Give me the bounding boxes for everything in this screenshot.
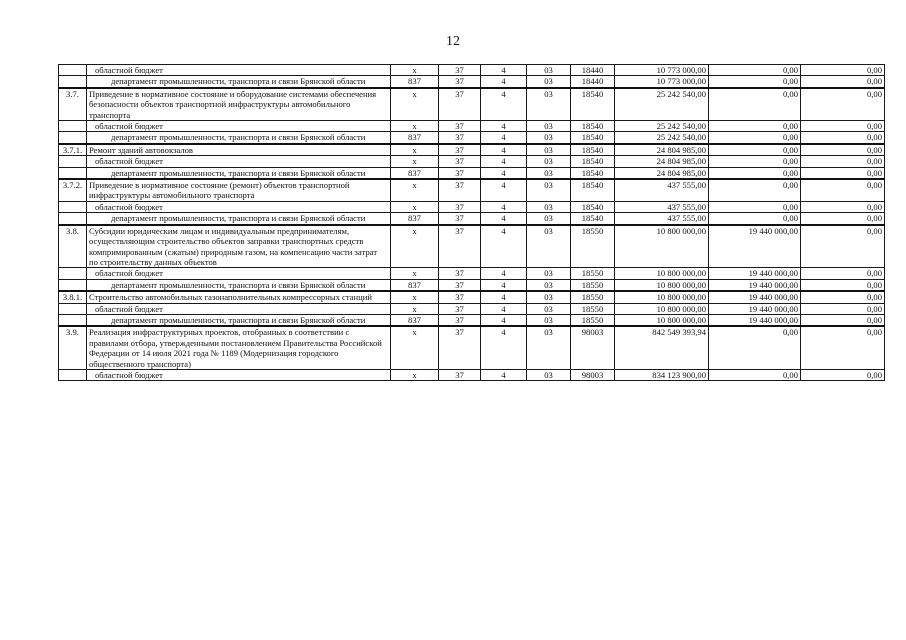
direction-code-cell: 18440 (571, 65, 615, 76)
amount-year1-cell: 10 800 000,00 (615, 268, 709, 279)
amount-year3-cell: 0,00 (801, 132, 885, 144)
subprogram-code-cell: 4 (481, 76, 527, 88)
program-code-cell: 37 (439, 179, 481, 201)
subprogram-code-cell: 4 (481, 279, 527, 291)
admin-code-cell: х (391, 225, 439, 268)
amount-year1-cell: 24 804 985,00 (615, 167, 709, 179)
row-name-cell: Ремонт зданий автовокзалов (87, 144, 391, 156)
table-row (59, 88, 885, 121)
row-name-cell: областной бюджет (87, 369, 391, 380)
amount-year3-cell: 0,00 (801, 156, 885, 167)
budget-table-body (59, 65, 885, 381)
subprogram-code-cell: 4 (481, 303, 527, 314)
amount-year1-cell: 24 804 985,00 (615, 156, 709, 167)
amount-year3-cell: 0,00 (801, 201, 885, 212)
row-name-cell: Приведение в нормативное состояние и оборудование системами обеспечения безопасности объектов транспортной инфраструктуры автомобильного транспорта (87, 88, 391, 121)
program-code-cell: 37 (439, 65, 481, 76)
row-number-cell (59, 201, 87, 212)
row-number-cell (59, 156, 87, 167)
row-number-cell: 3.9. (59, 326, 87, 369)
amount-year2-cell: 0,00 (709, 121, 801, 132)
direction-code-cell: 18540 (571, 167, 615, 179)
amount-year1-cell: 10 773 000,00 (615, 76, 709, 88)
table-row (59, 303, 885, 314)
subprogram-code-cell: 4 (481, 225, 527, 268)
event-code-cell: 03 (527, 179, 571, 201)
admin-code-cell: х (391, 156, 439, 167)
table-row (59, 167, 885, 179)
amount-year2-cell: 0,00 (709, 65, 801, 76)
budget-table (58, 64, 885, 381)
amount-year1-cell: 10 773 000,00 (615, 65, 709, 76)
amount-year3-cell: 0,00 (801, 167, 885, 179)
subprogram-code-cell: 4 (481, 144, 527, 156)
row-name-cell: департамент промышленности, транспорта и связи Брянской области (87, 213, 391, 225)
admin-code-cell: х (391, 326, 439, 369)
event-code-cell: 03 (527, 65, 571, 76)
admin-code-cell: 837 (391, 213, 439, 225)
row-number-cell: 3.7.2. (59, 179, 87, 201)
program-code-cell: 37 (439, 303, 481, 314)
direction-code-cell: 18540 (571, 121, 615, 132)
event-code-cell: 03 (527, 225, 571, 268)
program-code-cell: 37 (439, 268, 481, 279)
subprogram-code-cell: 4 (481, 268, 527, 279)
admin-code-cell: 837 (391, 279, 439, 291)
direction-code-cell: 18540 (571, 201, 615, 212)
direction-code-cell: 18550 (571, 268, 615, 279)
table-row (59, 121, 885, 132)
amount-year2-cell: 0,00 (709, 76, 801, 88)
subprogram-code-cell: 4 (481, 167, 527, 179)
subprogram-code-cell: 4 (481, 179, 527, 201)
amount-year1-cell: 437 555,00 (615, 201, 709, 212)
event-code-cell: 03 (527, 291, 571, 303)
event-code-cell: 03 (527, 156, 571, 167)
event-code-cell: 03 (527, 279, 571, 291)
page-number: 12 (446, 34, 460, 49)
row-number-cell (59, 121, 87, 132)
row-name-cell: областной бюджет (87, 156, 391, 167)
row-name-cell: Строительство автомобильных газонаполнительных компрессорных станций (87, 291, 391, 303)
amount-year2-cell: 19 440 000,00 (709, 225, 801, 268)
row-name-cell: департамент промышленности, транспорта и связи Брянской области (87, 132, 391, 144)
amount-year2-cell: 0,00 (709, 213, 801, 225)
subprogram-code-cell: 4 (481, 314, 527, 326)
direction-code-cell: 18550 (571, 303, 615, 314)
row-name-cell: департамент промышленности, транспорта и связи Брянской области (87, 76, 391, 88)
event-code-cell: 03 (527, 132, 571, 144)
event-code-cell: 03 (527, 268, 571, 279)
amount-year2-cell: 19 440 000,00 (709, 314, 801, 326)
table-row (59, 144, 885, 156)
amount-year1-cell: 842 549 393,94 (615, 326, 709, 369)
subprogram-code-cell: 4 (481, 326, 527, 369)
program-code-cell: 37 (439, 144, 481, 156)
admin-code-cell: х (391, 179, 439, 201)
amount-year3-cell: 0,00 (801, 326, 885, 369)
amount-year2-cell: 0,00 (709, 167, 801, 179)
row-number-cell (59, 132, 87, 144)
table-row (59, 156, 885, 167)
subprogram-code-cell: 4 (481, 88, 527, 121)
row-name-cell: областной бюджет (87, 121, 391, 132)
admin-code-cell: 837 (391, 314, 439, 326)
amount-year3-cell: 0,00 (801, 65, 885, 76)
amount-year2-cell: 19 440 000,00 (709, 303, 801, 314)
table-row (59, 314, 885, 326)
table-row (59, 201, 885, 212)
amount-year1-cell: 834 123 900,00 (615, 369, 709, 380)
program-code-cell: 37 (439, 76, 481, 88)
admin-code-cell: 837 (391, 167, 439, 179)
event-code-cell: 03 (527, 213, 571, 225)
row-name-cell: департамент промышленности, транспорта и связи Брянской области (87, 167, 391, 179)
program-code-cell: 37 (439, 225, 481, 268)
subprogram-code-cell: 4 (481, 156, 527, 167)
amount-year1-cell: 25 242 540,00 (615, 121, 709, 132)
direction-code-cell: 18440 (571, 76, 615, 88)
table-row (59, 132, 885, 144)
program-code-cell: 37 (439, 326, 481, 369)
amount-year3-cell: 0,00 (801, 121, 885, 132)
amount-year3-cell: 0,00 (801, 291, 885, 303)
row-number-cell (59, 167, 87, 179)
row-name-cell: областной бюджет (87, 201, 391, 212)
amount-year2-cell: 0,00 (709, 326, 801, 369)
row-name-cell: департамент промышленности, транспорта и связи Брянской области (87, 279, 391, 291)
table-row (59, 65, 885, 76)
amount-year2-cell: 0,00 (709, 179, 801, 201)
subprogram-code-cell: 4 (481, 369, 527, 380)
amount-year2-cell: 0,00 (709, 201, 801, 212)
row-number-cell: 3.7.1. (59, 144, 87, 156)
row-name-cell: Субсидии юридическим лицам и индивидуальным предпринимателям, осуществляющим строительство объектов заправки транспортных средств компримированным (сжатым) природным газом, на компенсацию части затрат по строительству данных объектов (87, 225, 391, 268)
program-code-cell: 37 (439, 369, 481, 380)
admin-code-cell: х (391, 144, 439, 156)
amount-year2-cell: 0,00 (709, 144, 801, 156)
direction-code-cell: 18550 (571, 291, 615, 303)
amount-year1-cell: 10 800 000,00 (615, 291, 709, 303)
program-code-cell: 37 (439, 167, 481, 179)
admin-code-cell: х (391, 88, 439, 121)
row-number-cell (59, 268, 87, 279)
direction-code-cell: 18540 (571, 132, 615, 144)
amount-year1-cell: 24 804 985,00 (615, 144, 709, 156)
event-code-cell: 03 (527, 201, 571, 212)
row-name-cell: Реализация инфраструктурных проектов, отобранных в соответствии с правилами отбора, утвержденными постановлением Правительства Российской Федерации от 14 июля 2021 года № 1189 (Модернизация городского общественного транспорта) (87, 326, 391, 369)
admin-code-cell: 837 (391, 76, 439, 88)
row-number-cell: 3.8. (59, 225, 87, 268)
amount-year3-cell: 0,00 (801, 268, 885, 279)
admin-code-cell: х (391, 303, 439, 314)
row-number-cell (59, 76, 87, 88)
amount-year3-cell: 0,00 (801, 76, 885, 88)
table-row (59, 179, 885, 201)
amount-year1-cell: 25 242 540,00 (615, 132, 709, 144)
event-code-cell: 03 (527, 303, 571, 314)
row-name-cell: Приведение в нормативное состояние (ремонт) объектов транспортной инфраструктуры автомобильного транспорта (87, 179, 391, 201)
table-row (59, 213, 885, 225)
event-code-cell: 03 (527, 326, 571, 369)
admin-code-cell: х (391, 201, 439, 212)
admin-code-cell: х (391, 65, 439, 76)
row-number-cell (59, 303, 87, 314)
amount-year1-cell: 437 555,00 (615, 213, 709, 225)
amount-year2-cell: 0,00 (709, 132, 801, 144)
amount-year1-cell: 10 800 000,00 (615, 314, 709, 326)
amount-year3-cell: 0,00 (801, 144, 885, 156)
event-code-cell: 03 (527, 121, 571, 132)
table-row (59, 369, 885, 380)
subprogram-code-cell: 4 (481, 213, 527, 225)
event-code-cell: 03 (527, 369, 571, 380)
program-code-cell: 37 (439, 213, 481, 225)
row-number-cell (59, 65, 87, 76)
admin-code-cell: х (391, 369, 439, 380)
amount-year2-cell: 0,00 (709, 88, 801, 121)
direction-code-cell: 98003 (571, 326, 615, 369)
program-code-cell: 37 (439, 132, 481, 144)
program-code-cell: 37 (439, 201, 481, 212)
amount-year3-cell: 0,00 (801, 179, 885, 201)
row-number-cell (59, 279, 87, 291)
event-code-cell: 03 (527, 88, 571, 121)
admin-code-cell: х (391, 291, 439, 303)
subprogram-code-cell: 4 (481, 291, 527, 303)
event-code-cell: 03 (527, 167, 571, 179)
amount-year2-cell: 19 440 000,00 (709, 291, 801, 303)
program-code-cell: 37 (439, 156, 481, 167)
admin-code-cell: х (391, 121, 439, 132)
row-name-cell: областной бюджет (87, 268, 391, 279)
row-number-cell: 3.7. (59, 88, 87, 121)
amount-year3-cell: 0,00 (801, 314, 885, 326)
row-number-cell (59, 213, 87, 225)
amount-year1-cell: 10 800 000,00 (615, 279, 709, 291)
amount-year3-cell: 0,00 (801, 279, 885, 291)
amount-year3-cell: 0,00 (801, 88, 885, 121)
amount-year1-cell: 10 800 000,00 (615, 225, 709, 268)
admin-code-cell: х (391, 268, 439, 279)
subprogram-code-cell: 4 (481, 121, 527, 132)
admin-code-cell: 837 (391, 132, 439, 144)
event-code-cell: 03 (527, 314, 571, 326)
program-code-cell: 37 (439, 88, 481, 121)
table-row (59, 291, 885, 303)
amount-year2-cell: 0,00 (709, 156, 801, 167)
amount-year2-cell: 19 440 000,00 (709, 279, 801, 291)
row-name-cell: областной бюджет (87, 303, 391, 314)
table-row (59, 279, 885, 291)
table-row (59, 76, 885, 88)
direction-code-cell: 18540 (571, 144, 615, 156)
direction-code-cell: 18540 (571, 213, 615, 225)
subprogram-code-cell: 4 (481, 65, 527, 76)
event-code-cell: 03 (527, 144, 571, 156)
program-code-cell: 37 (439, 314, 481, 326)
row-number-cell (59, 369, 87, 380)
row-number-cell: 3.8.1. (59, 291, 87, 303)
amount-year3-cell: 0,00 (801, 303, 885, 314)
amount-year1-cell: 437 555,00 (615, 179, 709, 201)
table-row (59, 225, 885, 268)
direction-code-cell: 18550 (571, 314, 615, 326)
program-code-cell: 37 (439, 279, 481, 291)
table-row (59, 268, 885, 279)
amount-year2-cell: 19 440 000,00 (709, 268, 801, 279)
amount-year1-cell: 10 800 000,00 (615, 303, 709, 314)
table-row (59, 326, 885, 369)
program-code-cell: 37 (439, 121, 481, 132)
row-number-cell (59, 314, 87, 326)
direction-code-cell: 18550 (571, 279, 615, 291)
subprogram-code-cell: 4 (481, 201, 527, 212)
event-code-cell: 03 (527, 76, 571, 88)
amount-year3-cell: 0,00 (801, 213, 885, 225)
amount-year3-cell: 0,00 (801, 225, 885, 268)
row-name-cell: областной бюджет (87, 65, 391, 76)
direction-code-cell: 18540 (571, 88, 615, 121)
direction-code-cell: 18540 (571, 156, 615, 167)
direction-code-cell: 18540 (571, 179, 615, 201)
direction-code-cell: 98003 (571, 369, 615, 380)
row-name-cell: департамент промышленности, транспорта и связи Брянской области (87, 314, 391, 326)
amount-year1-cell: 25 242 540,00 (615, 88, 709, 121)
amount-year2-cell: 0,00 (709, 369, 801, 380)
amount-year3-cell: 0,00 (801, 369, 885, 380)
subprogram-code-cell: 4 (481, 132, 527, 144)
program-code-cell: 37 (439, 291, 481, 303)
direction-code-cell: 18550 (571, 225, 615, 268)
